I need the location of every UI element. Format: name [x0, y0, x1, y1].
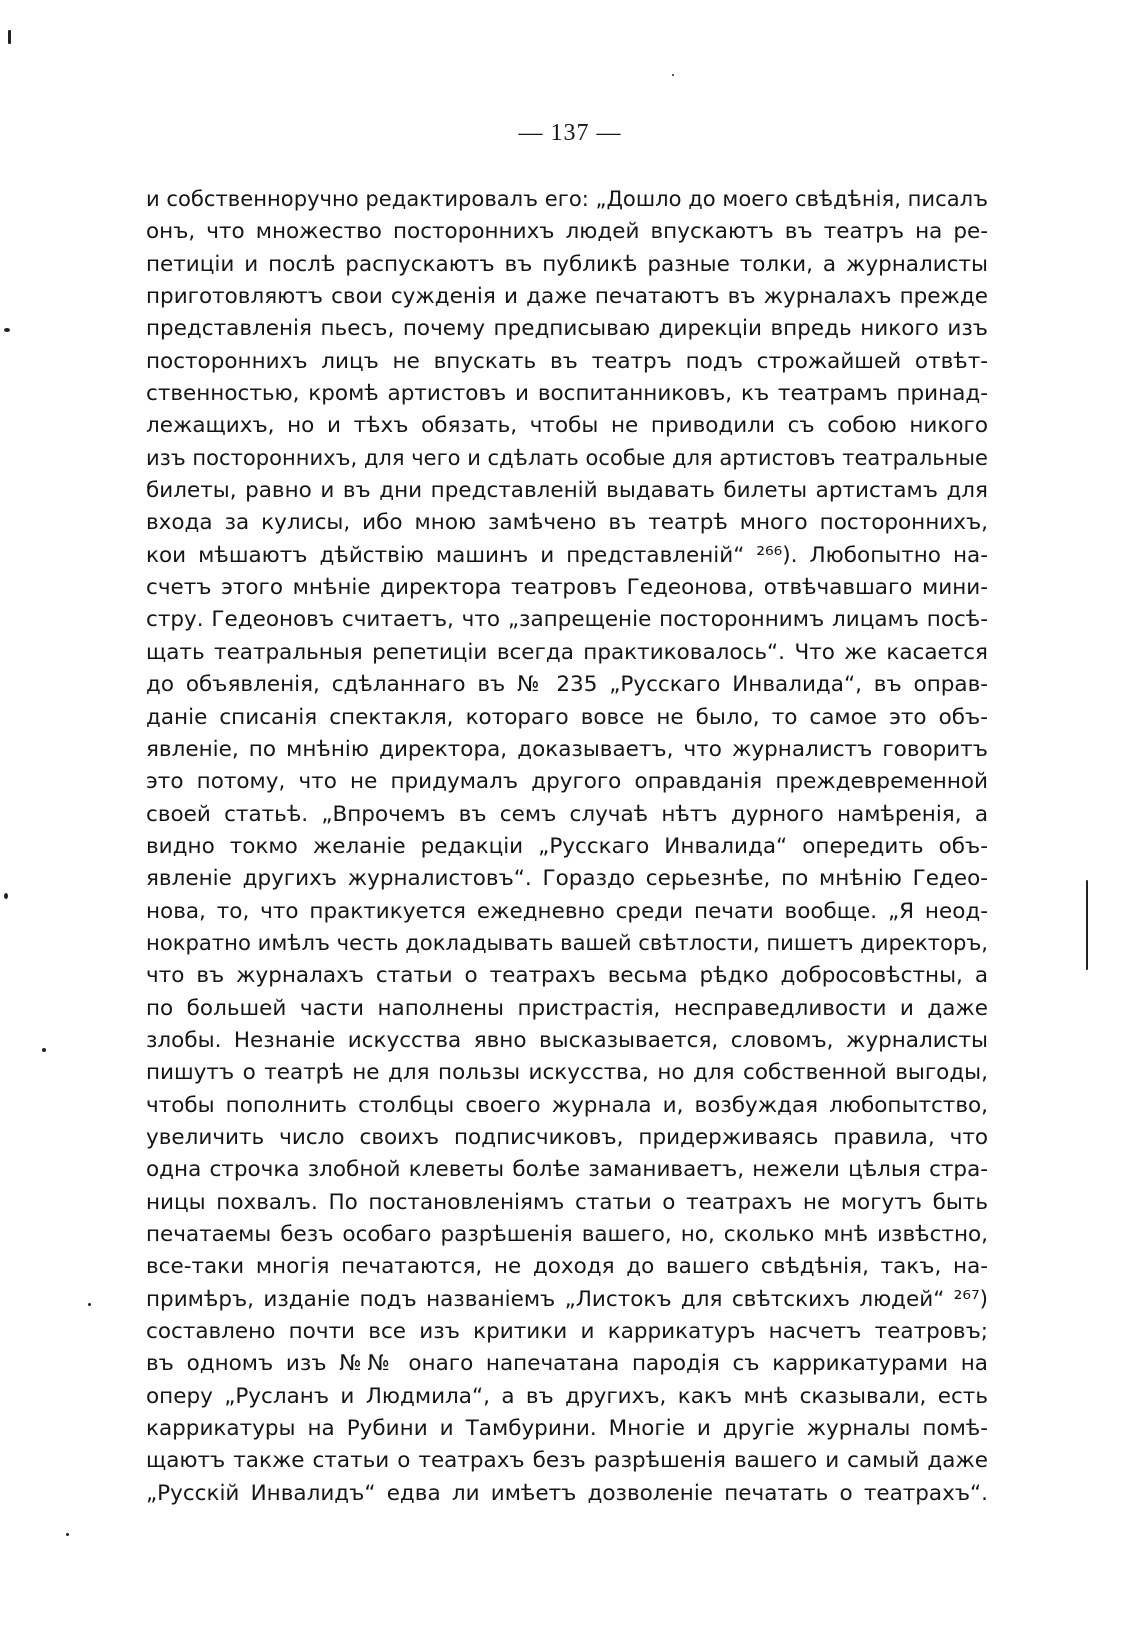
text-line: представленія пьесъ, почему предписываю дирекціи впредь никого изъ: [146, 316, 988, 342]
text-line: изъ постороннихъ, для чего и сдѣлать особые для артистовъ театральные: [146, 445, 988, 471]
scan-speck: [66, 1533, 69, 1536]
text-line: нократно имѣлъ честь докладывать вашей свѣтлости, пишетъ директоръ,: [146, 930, 988, 956]
text-line: петиціи и послѣ распускаютъ въ публикѣ разные толки, а журналисты: [146, 251, 988, 277]
body-text: [146, 184, 988, 1510]
text-line: кои мѣшаютъ дѣйствію машинъ и представленій“ ²⁶⁶). Любопытно на-: [146, 542, 988, 568]
text-line: постороннихъ лицъ не впускать въ театръ подъ строжайшей отвѣт-: [146, 348, 988, 374]
text-line: своей статьѣ. „Впрочемъ въ семъ случаѣ нѣтъ дурного намѣренія, а: [146, 801, 988, 827]
text-line: приготовляютъ свои сужденія и даже печатаютъ въ журналахъ прежде: [146, 284, 988, 310]
scan-speck: [4, 328, 10, 332]
text-line: нова, то, что практикуется ежедневно среди печати вообще. „Я неод-: [146, 898, 988, 924]
text-line: до объявленія, сдѣланнаго въ № 235 „Русскаго Инвалида“, въ оправ-: [146, 672, 988, 698]
text-line: стру. Гедеоновъ считаетъ, что „запрещеніе постороннимъ лицамъ посѣ-: [146, 607, 988, 633]
scan-speck: [1086, 880, 1088, 970]
text-line: ственностью, кромѣ артистовъ и воспитанниковъ, къ театрамъ принад-: [146, 381, 988, 407]
text-line: чтобы пополнить столбцы своего журнала и, возбуждая любопытство,: [146, 1092, 988, 1118]
text-line: щаютъ также статьи о театрахъ безъ разрѣшенія вашего и самый даже: [146, 1448, 988, 1474]
scan-speck: [88, 1303, 91, 1306]
text-line: ницы похвалъ. По постановленіямъ статьи о театрахъ не могутъ быть: [146, 1189, 988, 1215]
text-line: по большей части наполнены пристрастія, несправедливости и даже: [146, 995, 988, 1021]
text-line: счетъ этого мнѣніе директора театровъ Гедеонова, отвѣчавшаго мини-: [146, 575, 988, 601]
text-line: входа за кулисы, ибо мною замѣчено въ театрѣ много постороннихъ,: [146, 510, 988, 536]
text-line: злобы. Незнаніе искусства явно высказывается, словомъ, журналисты: [146, 1027, 988, 1053]
text-line: билеты, равно и въ дни представленій выдавать билеты артистамъ для: [146, 478, 988, 504]
scan-speck: [42, 1048, 46, 1052]
text-line: что въ журналахъ статьи о театрахъ весьма рѣдко добросовѣстны, а: [146, 963, 988, 989]
text-line: примѣръ, изданіе подъ названіемъ „Листокъ для свѣтскихъ людей“ ²⁶⁷): [146, 1286, 988, 1312]
scan-speck: [4, 893, 8, 899]
text-line: каррикатуры на Рубини и Тамбурини. Многіе и другіе журналы помѣ-: [146, 1416, 988, 1442]
text-line: видно токмо желаніе редакціи „Русскаго Инвалида“ опередить объ-: [146, 833, 988, 859]
text-line: явленіе, по мнѣнію директора, доказываетъ, что журналистъ говоритъ: [146, 736, 988, 762]
text-line: печатаемы безъ особаго разрѣшенія вашего, но, сколько мнѣ извѣстно,: [146, 1222, 988, 1247]
text-line: пишутъ о театрѣ не для пользы искусства, но для собственной выгоды,: [146, 1060, 988, 1086]
text-line: щать театральныя репетиціи всегда практиковалось“. Что же касается: [146, 639, 988, 665]
text-line: онъ, что множество постороннихъ людей впускаютъ въ театръ на ре-: [146, 219, 988, 245]
text-line: это потому, что не придумалъ другого оправданія преждевременной: [146, 769, 988, 795]
text-line: оперу „Русланъ и Людмила“, а въ другихъ, какъ мнѣ сказывали, есть: [146, 1383, 988, 1409]
text-line: составлено почти все изъ критики и каррикатуръ насчетъ театровъ;: [146, 1319, 988, 1345]
text-line: даніе списанія спектакля, котораго вовсе не было, то самое это объ-: [146, 704, 988, 730]
text-line: лежащихъ, но и тѣхъ обязать, чтобы не приводили съ собою никого: [146, 413, 988, 439]
scan-speck: [8, 30, 11, 44]
text-line: „Русскій Инвалидъ“ едва ли имѣетъ дозволеніе печатать о театрахъ“.: [146, 1480, 988, 1506]
text-line: въ одномъ изъ №№ онаго напечатана пародія съ каррикатурами на: [146, 1351, 988, 1377]
text-line: все-таки многія печатаются, не доходя до вашего свѣдѣнія, такъ, на-: [146, 1254, 988, 1280]
text-line: одна строчка злобной клеветы болѣе заманиваетъ, нежели цѣлыя стра-: [146, 1157, 988, 1183]
text-line: явленіе другихъ журналистовъ“. Гораздо серьезнѣе, по мнѣнію Гедео-: [146, 866, 988, 892]
text-line: увеличить число своихъ подписчиковъ, придерживаясь правила, что: [146, 1124, 988, 1150]
page-number: — 137 —: [518, 120, 622, 146]
scan-speck: [672, 74, 674, 76]
text-line: и собственноручно редактировалъ его: „Дошло до моего свѣдѣнія, писалъ: [146, 187, 988, 212]
